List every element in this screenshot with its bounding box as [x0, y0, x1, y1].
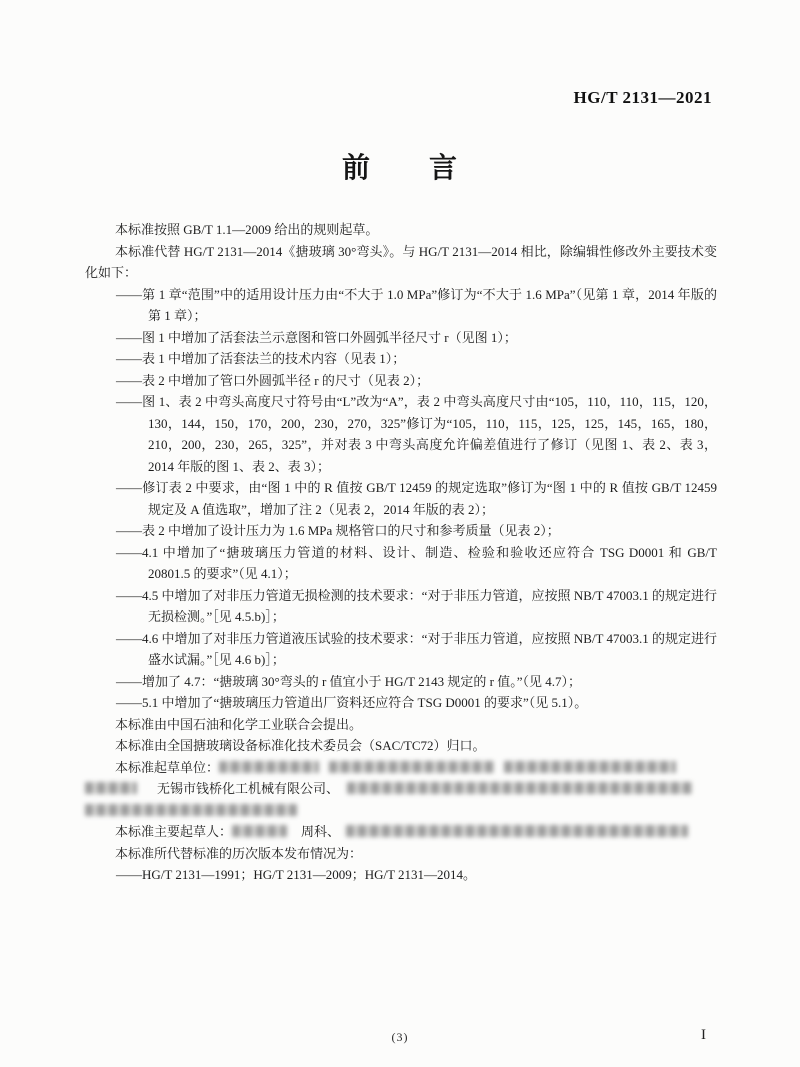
change-item: ——图 1、表 2 中弯头高度尺寸符号由“L”改为“A”，表 2 中弯头高度尺寸由“105，110，110，115，120，130，144，150，170，200，230，270，325”修订为“105，110，115，125，125，145，165，180，210，200，230，265，325”，并对表 3 中弯头高度允许偏差值进行了修订（见图 1、表 2、表 3，2014 年版的图 1、表 2、表 3）；	[116, 394, 717, 474]
redacted-text	[232, 825, 287, 837]
drafting-units-line-3	[85, 800, 717, 822]
para-drafting-rule: 本标准按照 GB/T 1.1—2009 给出的规则起草。	[115, 222, 379, 237]
foreword-body	[85, 219, 717, 886]
redacted-text	[346, 825, 688, 837]
redacted-text	[85, 804, 297, 816]
change-item: ——4.6 中增加了对非压力管道液压试验的技术要求：“对于非压力管道，应按照 NB/T 47003.1 的规定进行盛水试漏。”［见 4.6 b)］；	[116, 630, 717, 667]
change-item: ——5.1 中增加了“搪玻璃压力管道出厂资料还应符合 TSG D0001 的要求”（见 5.1）。	[116, 695, 588, 710]
change-item: ——修订表 2 中要求，由“图 1 中的 R 值按 GB/T 12459 的规定选取”修订为“图 1 中的 R 值按 GB/T 12459 规定及 A 值选取”，增加了注 2（见表 2，2014 年版的表 2）；	[116, 480, 717, 517]
footer-page-number: (3)	[391, 1030, 409, 1044]
drafter-visible: 周科、	[301, 824, 341, 839]
drafting-units-label: 本标准起草单位：	[115, 759, 220, 775]
redacted-text	[85, 782, 137, 794]
redacted-text	[504, 761, 676, 773]
footer-folio: I	[701, 1027, 706, 1043]
para-replaces: 本标准代替 HG/T 2131—2014《搪玻璃 30°弯头》。与 HG/T 2131—2014 相比，除编辑性修改外主要技术变化如下：	[85, 243, 717, 280]
change-item: ——4.5 中增加了对非压力管道无损检测的技术要求：“对于非压力管道，应按照 NB/T 47003.1 的规定进行无损检测。”［见 4.5.b)］；	[116, 587, 717, 624]
standard-number-header: HG/T 2131—2021	[573, 88, 712, 107]
change-item: ——图 1 中增加了活套法兰示意图和管口外圆弧半径尺寸 r（见图 1）；	[116, 329, 517, 345]
drafting-units-line-1	[85, 757, 717, 779]
redacted-text	[219, 761, 319, 773]
change-item: ——表 2 中增加了管口外圆弧半径 r 的尺寸（见表 2）；	[116, 372, 430, 388]
drafting-unit-visible: 无锡市钱桥化工机械有限公司、	[157, 781, 340, 796]
drafters-label: 本标准主要起草人：	[115, 824, 233, 839]
para-history-intro: 本标准所代替标准的历次版本发布情况为：	[115, 845, 363, 861]
change-item: ——表 1 中增加了活套法兰的技术内容（见表 1）；	[116, 351, 406, 366]
page-title: 前 言	[341, 153, 458, 184]
para-centralized: 本标准由全国搪玻璃设备标准化技术委员会（SAC/TC72）归口。	[115, 738, 486, 753]
change-item: ——表 2 中增加了设计压力为 1.6 MPa 规格管口的尺寸和参考质量（见表 2）；	[116, 523, 560, 538]
redacted-text	[347, 782, 692, 794]
change-item: ——增加了 4.7：“搪玻璃 30°弯头的 r 值宜小于 HG/T 2143 规定的 r 值。”（见 4.7）；	[116, 673, 581, 689]
change-item: ——第 1 章“范围”中的适用设计压力由“不大于 1.0 MPa”修订为“不大于 1.6 MPa”（见第 1 章，2014 年版的第 1 章）；	[116, 286, 717, 323]
history-item: ——HG/T 2131—1991；HG/T 2131—2009；HG/T 2131—2014。	[116, 867, 477, 882]
redacted-text	[329, 761, 494, 773]
para-proposed: 本标准由中国石油和化学工业联合会提出。	[115, 716, 363, 732]
drafting-units-line-2	[85, 778, 717, 800]
change-item: ——4.1 中增加了“搪玻璃压力管道的材料、设计、制造、检验和验收还应符合 TSG D0001 和 GB/T 20801.5 的要求”（见 4.1）；	[116, 544, 717, 581]
drafters-line	[85, 821, 717, 843]
